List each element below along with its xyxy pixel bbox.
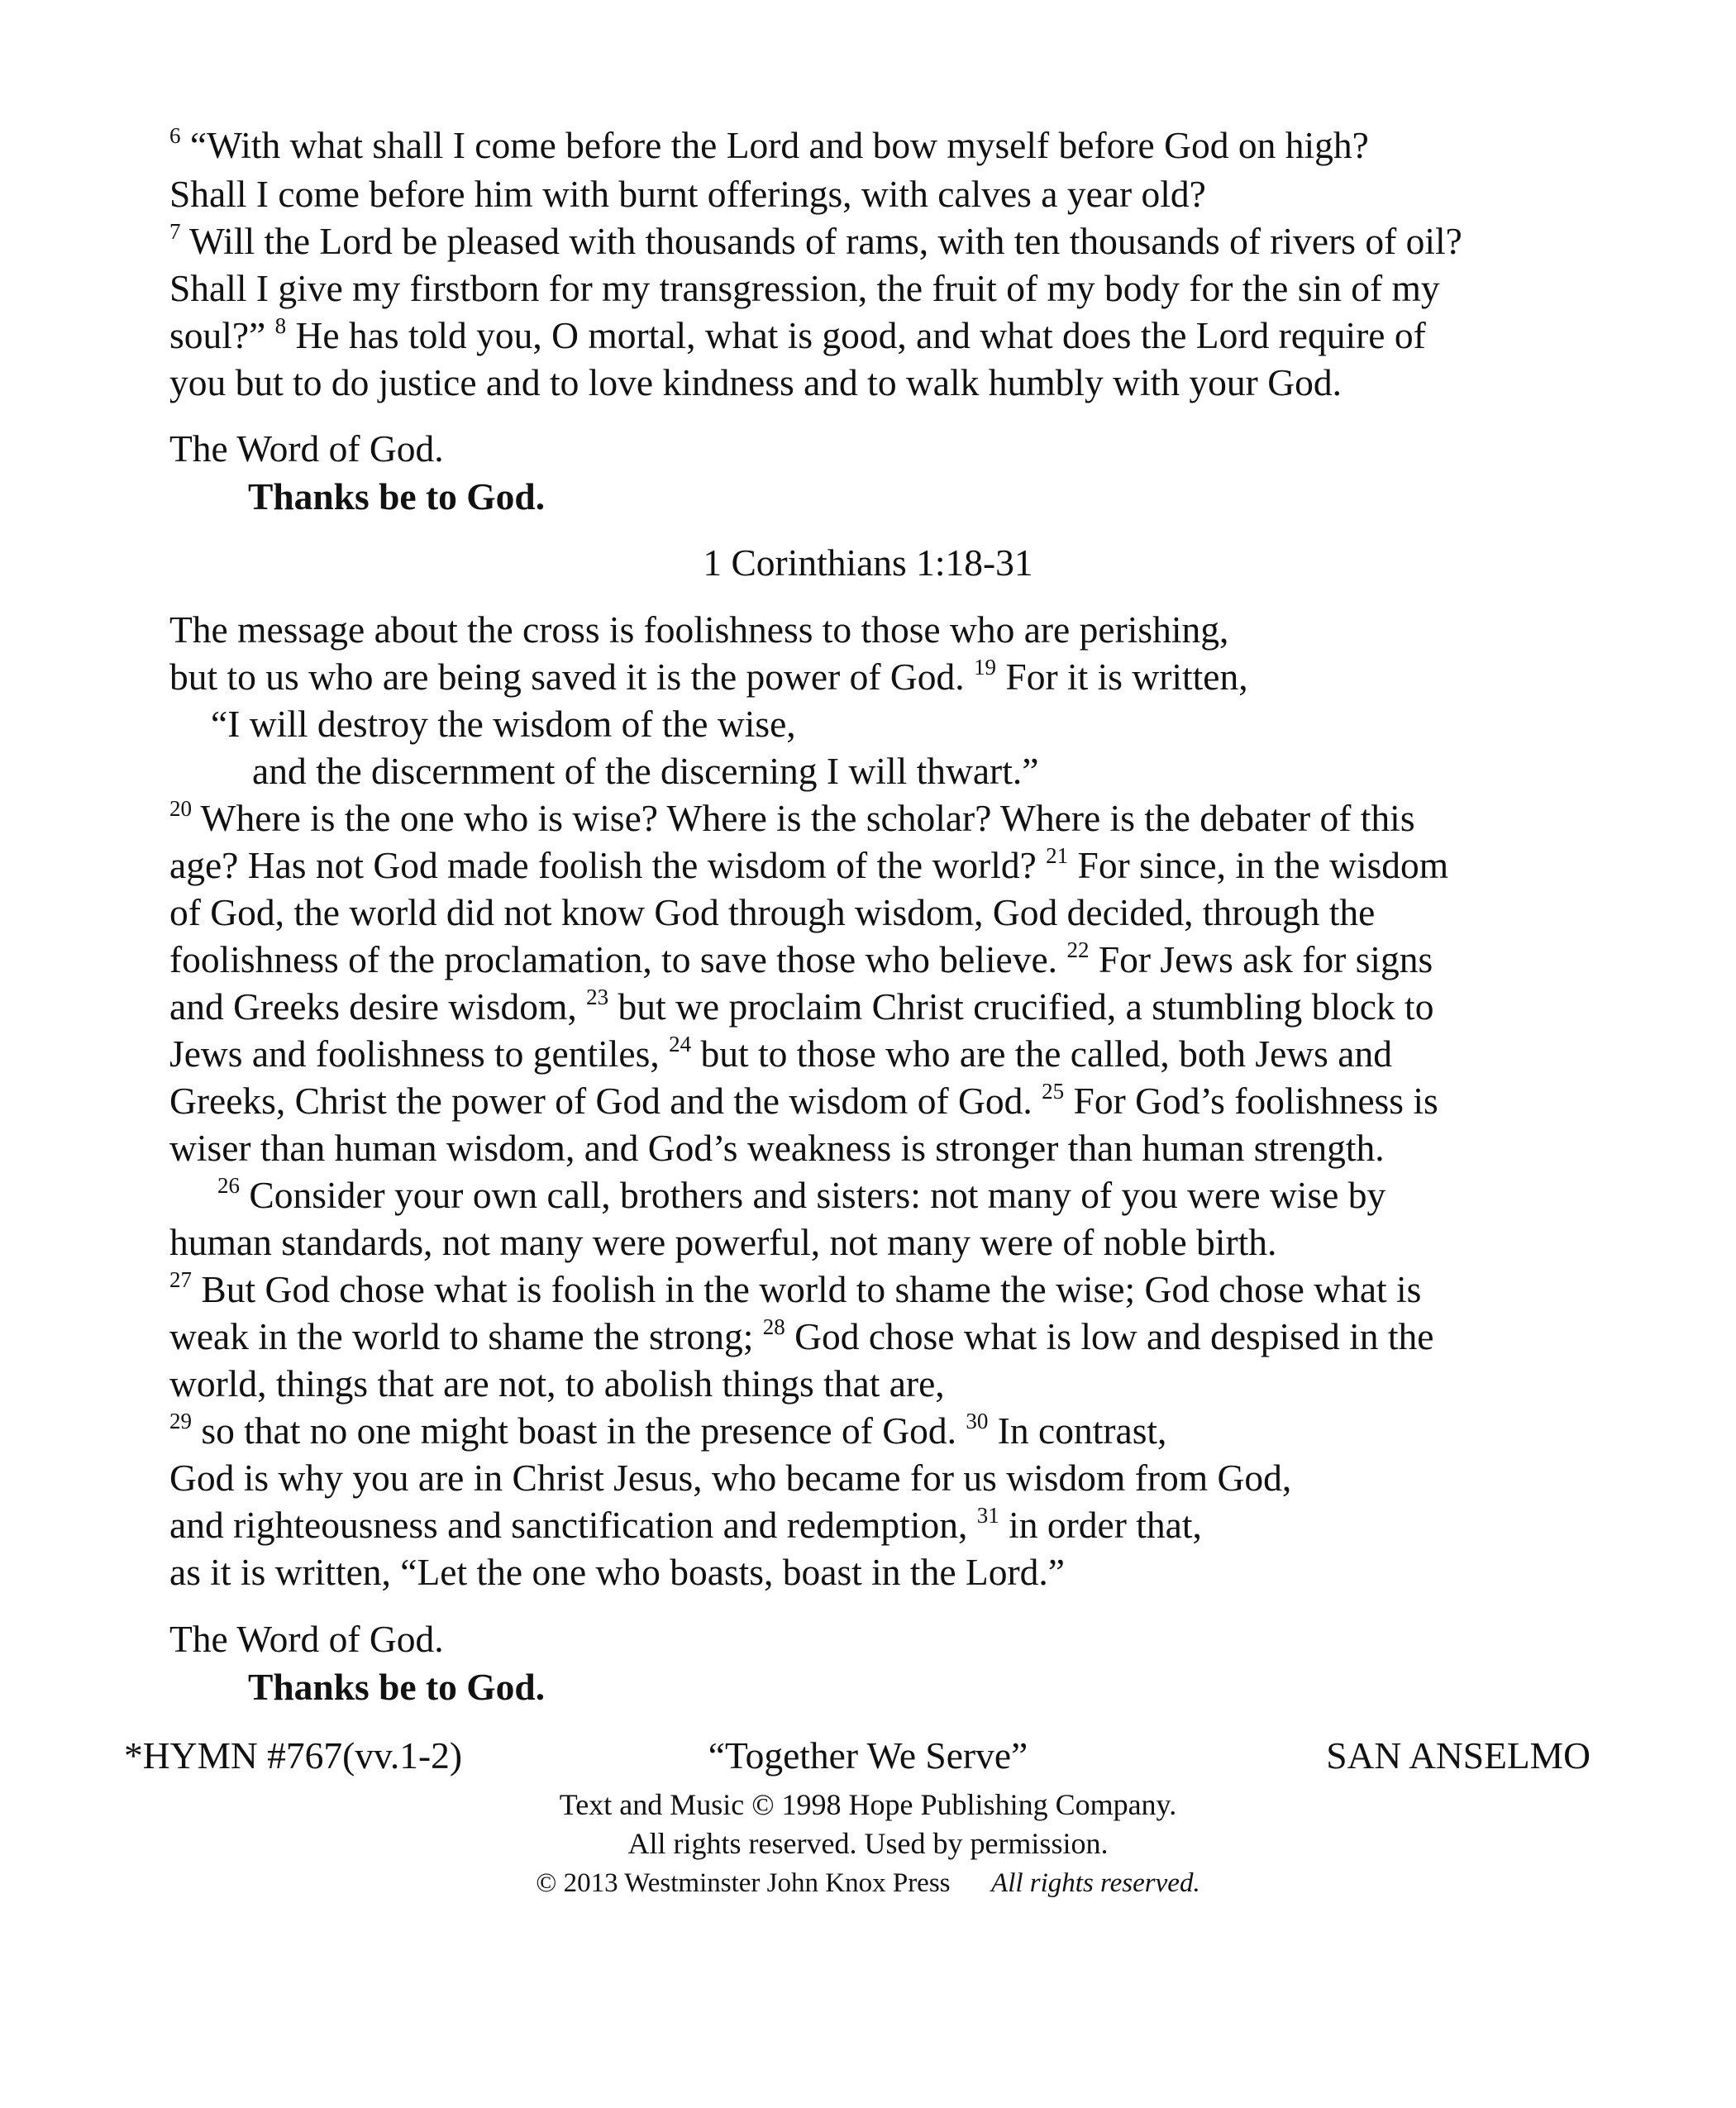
cor-line-18: $^{29}$ so that no one might boast in the presence of God. $^{30}$ In contrast, (169, 1409, 1167, 1452)
verse-number: 25 (1042, 1079, 1065, 1104)
micah-line-5: soul?” $^8$ He has told you, O mortal, what is good, and what does the Lord require of (169, 313, 1426, 356)
word-of-god-2: The Word of God. (169, 1618, 444, 1660)
verse-number: 21 (1046, 843, 1069, 868)
cor-line-4: and the discernment of the discerning I will thwart.” (252, 750, 1039, 792)
micah-line-4: Shall I give my firstborn for my transgression, the fruit of my body for the sin of my (169, 267, 1440, 309)
cor-line-11: Greeks, Christ the power of God and the wisdom of God. $^{25}$ For God’s foolishness is (169, 1079, 1438, 1122)
cor-line-8: foolishness of the proclamation, to save those who believe. $^{22}$ For Jews ask for signs (169, 937, 1433, 980)
verse-number: 22 (1066, 937, 1090, 962)
cor-line-7: of God, the world did not know God through wisdom, God decided, through the (169, 891, 1376, 933)
cor-line-13: $^{26}$ Consider your own call, brothers and sisters: not many of you were wise by (217, 1173, 1386, 1216)
verse-number: 28 (762, 1314, 785, 1339)
response-1: Thanks be to God. (248, 475, 546, 517)
cor-line-15: $^{27}$ But God chose what is foolish in the world to shame the wise; God chose what is (169, 1267, 1422, 1310)
verse-number: 6 (169, 123, 181, 148)
cor-line-12: wiser than human wisdom, and God’s weakness is stronger than human strength. (169, 1127, 1385, 1169)
cor-line-6: age? Has not God made foolish the wisdom of the world? $^{21}$ For since, in the wisdom (169, 843, 1449, 886)
cor-line-20: and righteousness and sanctification and redemption, $^{31}$ in order that, (169, 1503, 1202, 1546)
copyright-line-1: Text and Music © 1998 Hope Publishing Company. (559, 1788, 1177, 1821)
micah-line-3: $^7$ Will the Lord be pleased with thousands of rams, with ten thousands of rivers of oil? (169, 219, 1462, 262)
micah-line-2: Shall I come before him with burnt offerings, with calves a year old? (169, 173, 1206, 215)
verse-number: 26 (217, 1173, 240, 1198)
cor-line-14: human standards, not many were powerful, not many were of noble birth. (169, 1221, 1277, 1263)
verse-number: 27 (169, 1267, 192, 1292)
scripture-heading: 1 Corinthians 1:18-31 (703, 541, 1033, 584)
cor-line-2: but to us who are being saved it is the power of God. $^{19}$ For it is written, (169, 655, 1248, 698)
copyright-rights: All rights reserved. (991, 1868, 1200, 1898)
hymn-tune: SAN ANSELMO (1326, 1734, 1591, 1777)
cor-line-16: weak in the world to shame the strong; $^{28}$ God chose what is low and despised in the (169, 1314, 1434, 1357)
micah-line-6: you but to do justice and to love kindness and to walk humbly with your God. (169, 361, 1342, 403)
cor-line-21: as it is written, “Let the one who boasts, boast in the Lord.” (169, 1551, 1065, 1593)
verse-number: 30 (966, 1409, 989, 1433)
micah-line-1: $^6$ “With what shall I come before the Lord and bow myself before God on high? (169, 123, 1369, 166)
verse-number: 7 (169, 219, 181, 244)
cor-line-1: The message about the cross is foolishness to those who are perishing, (169, 608, 1229, 651)
verse-number: 8 (274, 313, 287, 338)
cor-line-3: “I will destroy the wisdom of the wise, (211, 703, 796, 745)
cor-line-9: and Greeks desire wisdom, $^{23}$ but we proclaim Christ crucified, a stumbling block to (169, 985, 1434, 1028)
verse-number: 29 (169, 1409, 192, 1433)
verse-number: 23 (586, 985, 609, 1009)
verse-number: 24 (669, 1032, 692, 1056)
copyright-line-3: © 2013 Westminster John Knox Press All rights reserved. (536, 1868, 1200, 1898)
cor-line-10: Jews and foolishness to gentiles, $^{24}$ but to those who are the called, both Jews and (169, 1032, 1392, 1075)
hymn-label: *HYMN #767(vv.1-2) (124, 1734, 463, 1777)
verse-number: 19 (974, 655, 997, 680)
verse-number: 20 (169, 796, 192, 821)
hymn-title: “Together We Serve” (708, 1734, 1028, 1777)
copyright-line-2: All rights reserved. Used by permission. (627, 1827, 1109, 1860)
cor-line-17: world, things that are not, to abolish things that are, (169, 1362, 945, 1405)
verse-number: 31 (976, 1503, 999, 1528)
cor-line-19: God is why you are in Christ Jesus, who became for us wisdom from God, (169, 1457, 1292, 1499)
cor-line-5: $^{20}$ Where is the one who is wise? Where is the scholar? Where is the debater of this (169, 796, 1415, 839)
word-of-god-1: The Word of God. (169, 427, 444, 470)
response-2: Thanks be to God. (248, 1666, 546, 1708)
